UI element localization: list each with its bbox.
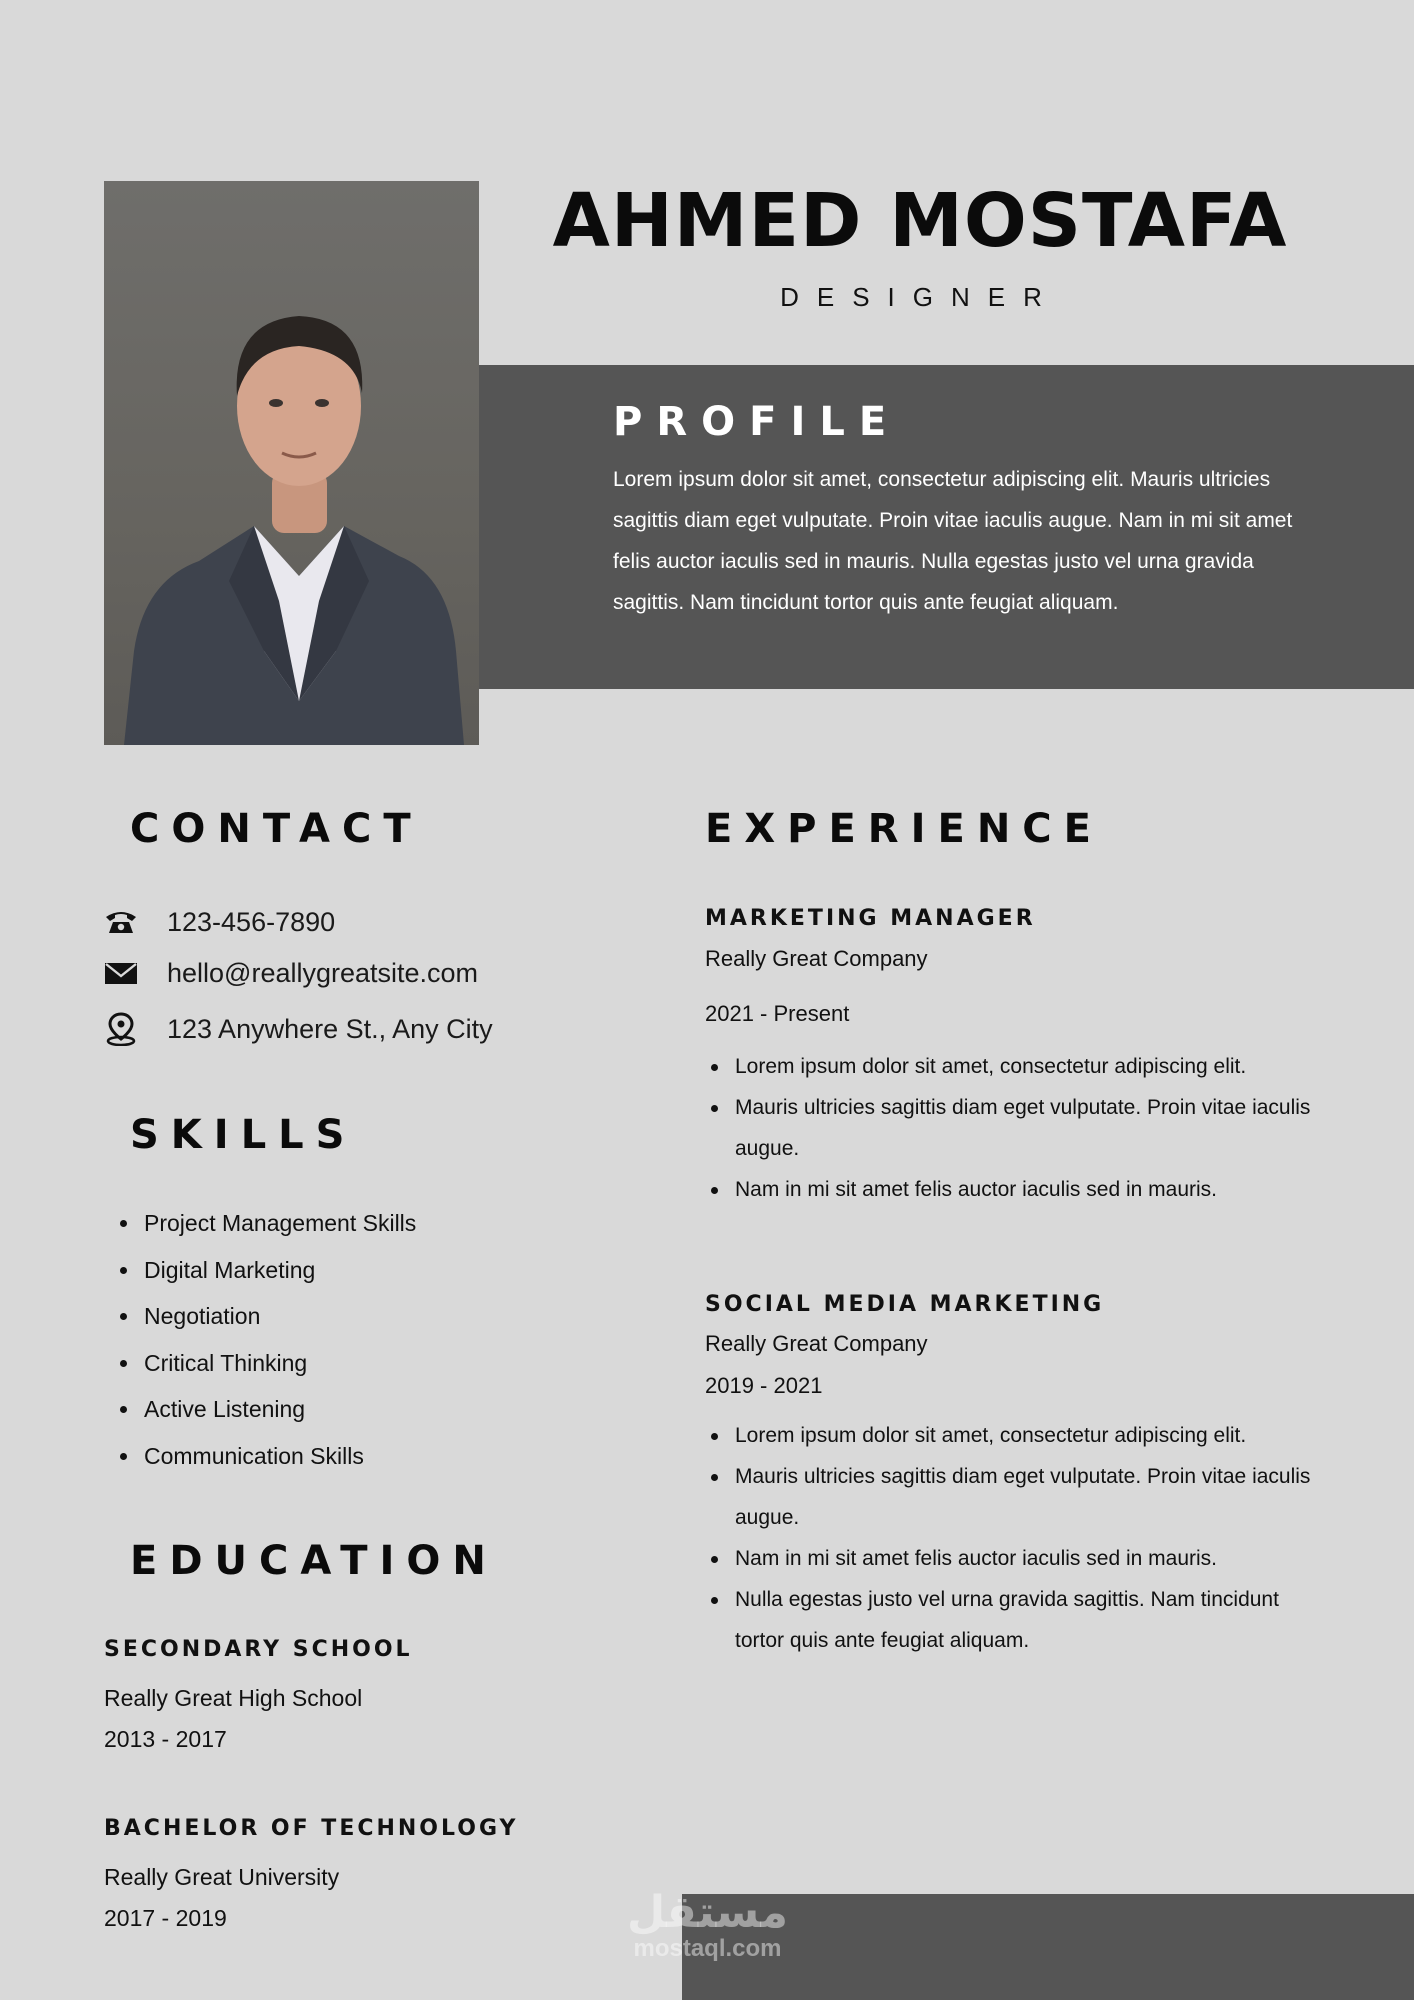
email-address[interactable]: hello@reallygreatsite.com [167,957,479,988]
experience-title: EXPERIENCE [705,806,1103,852]
job-bullet: Mauris ultricies sagittis diam eget vulputate. Proin vitae iaculis augue. [705,1456,1325,1538]
job-bullet: Nam in mi sit amet felis auctor iaculis sed in mauris. [705,1169,1325,1210]
phone-icon [104,905,138,939]
contact-address [104,1012,493,1046]
profile-text: Lorem ipsum dolor sit amet, consectetur adipiscing elit. Mauris ultricies sagittis diam eget vulputate. Proin vitae iaculis augue. Nam in mi sit amet felis auctor iaculis sed in mauris. Nulla egestas justo vel urna gravida sagittis. Nam tincidunt tortor quis ante feugiat aliquam. [613,468,1293,614]
education-degree: BACHELOR OF TECHNOLOGY [104,1816,519,1841]
education-title: EDUCATION [130,1538,498,1584]
job-years: 2021 - Present [705,1001,850,1026]
profile-photo [104,181,479,745]
skills-title: SKILLS [130,1112,357,1158]
mail-icon [104,956,138,990]
skills-list [114,1206,416,1485]
job-bullet: Lorem ipsum dolor sit amet, consectetur adipiscing elit. [705,1046,1325,1087]
contact-email [104,956,478,990]
phone-number[interactable]: 123-456-7890 [167,906,336,937]
street-address: 123 Anywhere St., Any City [167,1013,493,1044]
job-title: MARKETING MANAGER [705,906,1036,931]
contact-phone [104,905,335,939]
job-title: SOCIAL MEDIA MARKETING [705,1292,1105,1317]
job-bullet: Nulla egestas justo vel urna gravida sagittis. Nam tincidunt tortor quis ante feugiat aliquam. [705,1579,1325,1661]
skill-item: Communication Skills [114,1439,416,1486]
watermark-latin: mostaql.com [633,1935,782,1962]
profile-section [479,365,1414,689]
job-company: Really Great Company [705,1331,928,1356]
skill-item: Critical Thinking [114,1346,416,1393]
job-bullets [705,1415,1325,1661]
skill-item: Project Management Skills [114,1206,416,1253]
job-bullet: Nam in mi sit amet felis auctor iaculis sed in mauris. [705,1538,1325,1579]
education-years: 2013 - 2017 [104,1726,227,1752]
watermark [620,1890,795,1962]
watermark-arabic: مستقل [627,1888,788,1937]
candidate-role: DESIGNER [780,282,1060,312]
education-school: Really Great High School [104,1685,363,1711]
skill-item: Active Listening [114,1392,416,1439]
skill-item: Digital Marketing [114,1253,416,1300]
location-icon [104,1012,138,1046]
job-bullet: Lorem ipsum dolor sit amet, consectetur adipiscing elit. [705,1415,1325,1456]
job-bullet: Mauris ultricies sagittis diam eget vulputate. Proin vitae iaculis augue. [705,1087,1325,1169]
skill-item: Negotiation [114,1299,416,1346]
candidate-name: AHMED MOSTAFA [552,178,1288,264]
profile-title: PROFILE [613,399,901,445]
contact-title: CONTACT [130,806,423,852]
education-degree: SECONDARY SCHOOL [104,1637,413,1662]
education-years: 2017 - 2019 [104,1905,227,1931]
job-company: Really Great Company [705,946,928,971]
education-school: Really Great University [104,1864,340,1890]
job-years: 2019 - 2021 [705,1373,823,1398]
job-bullets [705,1046,1325,1210]
